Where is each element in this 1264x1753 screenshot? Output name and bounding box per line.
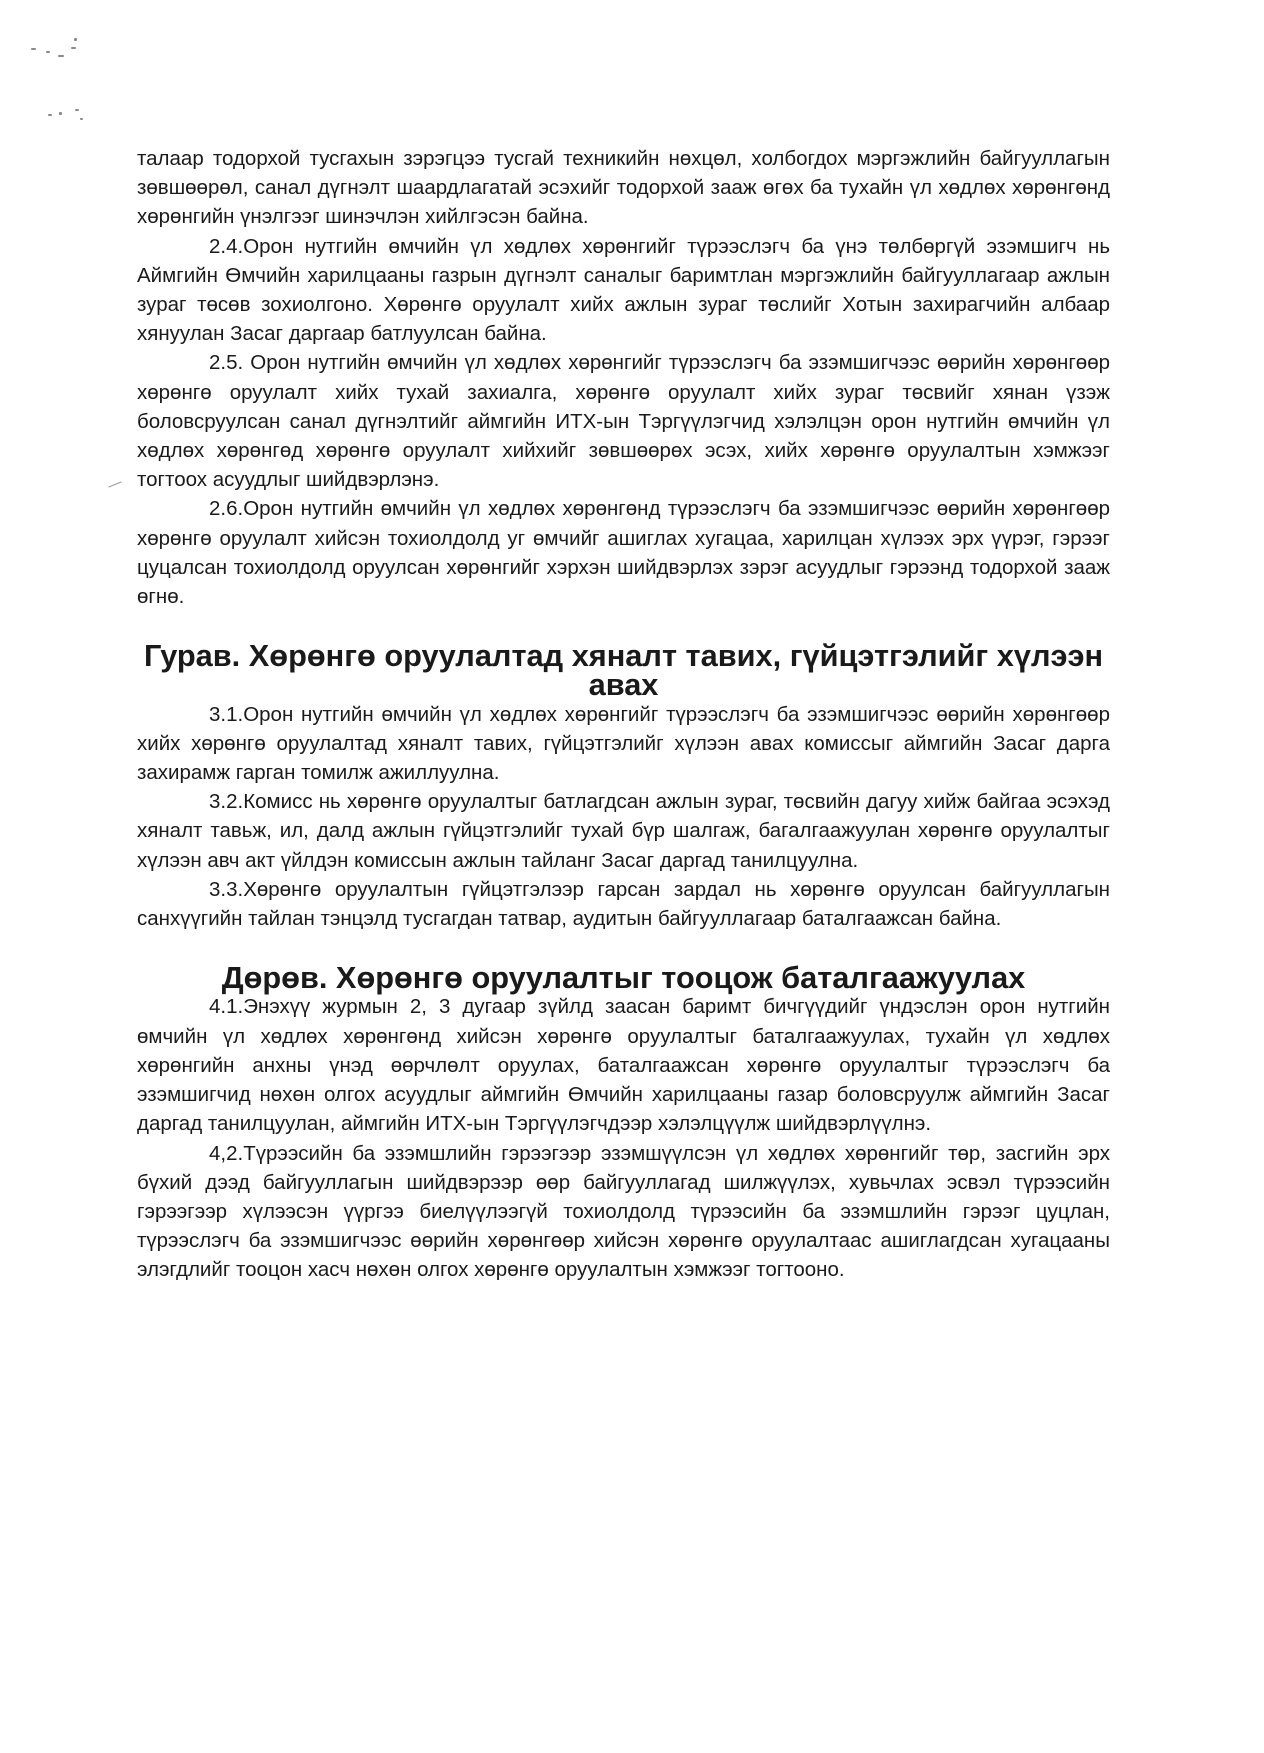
scan-mark	[75, 109, 79, 111]
paragraph-3-1: 3.1.Орон нутгийн өмчийн үл хөдлөх хөрөнгийг түрээслэгч ба эзэмшигчээс өөрийн хөрөнгөөр хийх хөрөнгө оруулалтад хяналт тавих, гүйцэтгэлийг хүлээн авах комиссыг аймгийн Засаг дарга захирамж гарган томилж ажиллуулна.	[137, 702, 1110, 785]
scan-mark	[80, 118, 83, 120]
section-3	[137, 611, 1110, 933]
section-4	[137, 933, 1110, 1284]
margin-pen-mark	[108, 481, 121, 487]
scan-mark	[74, 38, 77, 41]
intro-paragraph: талаар тодорхой тусгахын зэрэгцээ тусгай техникийн нөхцөл, холбогдох мэргэжлийн байгууллагын зөвшөөрөл, санал дүгнэлт шаардлагатай эсэхийг тодорхой зааж өгөх ба тухайн үл хөдлөх хөрөнгөнд хөрөнгийн үнэлгээг шинэчлэн хийлгэсэн байна.	[137, 147, 1110, 229]
paragraph-3-3: 3.3.Хөрөнгө оруулалтын гүйцэтгэлээр гарсан зардал нь хөрөнгө оруулсан байгууллагын санхүүгийн тайлан тэнцэлд тусгагдан татвар, аудитын байгууллагаар баталгаажсан байна.	[137, 877, 1110, 931]
scan-mark	[59, 112, 62, 115]
paragraph-4-1: 4.1.Энэхүү журмын 2, 3 дугаар зүйлд заасан баримт бичгүүдийг үндэслэн орон нутгийн өмчийн үл хөдлөх хөрөнгөнд хийсэн хөрөнгө оруулалтыг баталгаажуулах, тухайн үл хөдлөх хөрөнгийн анхны үнэд өөрчлөлт оруулах, баталгаажсан хөрөнгө оруулалтыг түрээслэгч ба эзэмшигчид нөхөн олгох асуудлыг аймгийн Өмчийн харилцааны газар боловсруулж аймгийн Засаг даргад танилцуулан, аймгийн ИТХ-ын Тэргүүлэгчдээр хэлэлцүүлж шийдвэрлүүлнэ.	[137, 995, 1110, 1136]
paragraph-2-6: 2.6.Орон нутгийн өмчийн үл хөдлөх хөрөнгөнд түрээслэгч ба эзэмшигчээс өөрийн хөрөнгөөр хөрөнгө оруулалт хийсэн тохиолдолд уг өмчийг ашиглах хугацаа, харилцан хүлээх эрх үүрэг, гэрээг цуцалсан тохиолдолд оруулсан хөрөнгийг хэрхэн шийдвэрлэх зэрэг асуудлыг гэрээнд тодорхой зааж өгнө.	[137, 497, 1110, 609]
paragraph-4-2: 4,2.Түрээсийн ба эзэмшлийн гэрээгээр эзэмшүүлсэн үл хөдлөх хөрөнгийг төр, засгийн эрх бүхий дээд байгууллагын шийдвэрээр өөр байгууллагад шилжүүлэх, хувьчлах эсвэл түрээсийн гэрээгээр хүлээсэн үүргээ биелүүлээгүй тохиолдолд түрээсийн ба эзэмшлийн гэрээг цуцлан, түрээслэгч ба эзэмшигчээс өөрийн хөрөнгөөр хийсэн хөрөнгө оруулалтаас ашиглагдсан хугацааны элэгдлийг тооцон хасч нөхөн олгох хөрөнгө оруулалтын хэмжээг тогтооно.	[137, 1141, 1110, 1282]
scan-mark	[58, 55, 64, 57]
paragraph-2-5: 2.5. Орон нутгийн өмчийн үл хөдлөх хөрөнгийг түрээслэгч ба эзэмшигчээс өөрийн хөрөнгөөр хөрөнгө оруулалт хийх тухай захиалга, хөрөнгө оруулалт хийх зураг төсвийг хянан үзэж боловсруулсан санал дүгнэлтийг аймгийн ИТХ-ын Тэргүүлэгчид хэлэлцэн орон нутгийн өмчийн үл хөдлөх хөрөнгөд хөрөнгө оруулалт хийхийг зөвшөөрөх эсэх, хийх хөрөнгө оруулалтын хэмжээг тогтоох асуудлыг шийдвэрлэнэ.	[137, 351, 1110, 492]
scan-mark	[48, 114, 52, 116]
section-2	[137, 232, 1110, 612]
section-3-heading: Гурав. Хөрөнгө оруулалтад хяналт тавих, гүйцэтгэлийг хүлээн авах	[143, 638, 1104, 703]
scan-mark	[71, 47, 76, 49]
scan-mark	[46, 51, 50, 53]
paragraph-3-2: 3.2.Комисс нь хөрөнгө оруулалтыг батлагдсан ажлын зураг, төсвийн дагуу хийж байгаа эсэхэд хяналт тавьж, ил, далд ажлын гүйцэтгэлийг тухай бүр шалгаж, багалгаажуулан хөрөнгө оруулалтыг хүлээн авч акт үйлдэн комиссын ажлын тайланг Засаг даргад танилцуулна.	[137, 790, 1110, 872]
document-body	[137, 144, 1110, 1285]
scan-mark	[31, 48, 36, 50]
paragraph-2-4: 2.4.Орон нутгийн өмчийн үл хөдлөх хөрөнгийг түрээслэгч ба үнэ төлбөргүй эзэмшигч нь Аймгийн Өмчийн харилцааны газрын дүгнэлт саналыг баримтлан мэргэжлийн байгууллагаар ажлын зураг төсөв зохиолгоно. Хөрөнгө оруулалт хийх ажлын зураг төслийг Хотын захирагчийн албаар хянуулан Засаг даргаар батлуулсан байна.	[137, 234, 1110, 346]
section-4-heading: Дөрөв. Хөрөнгө оруулалтыг тооцож баталгаажуулах	[221, 960, 1026, 996]
